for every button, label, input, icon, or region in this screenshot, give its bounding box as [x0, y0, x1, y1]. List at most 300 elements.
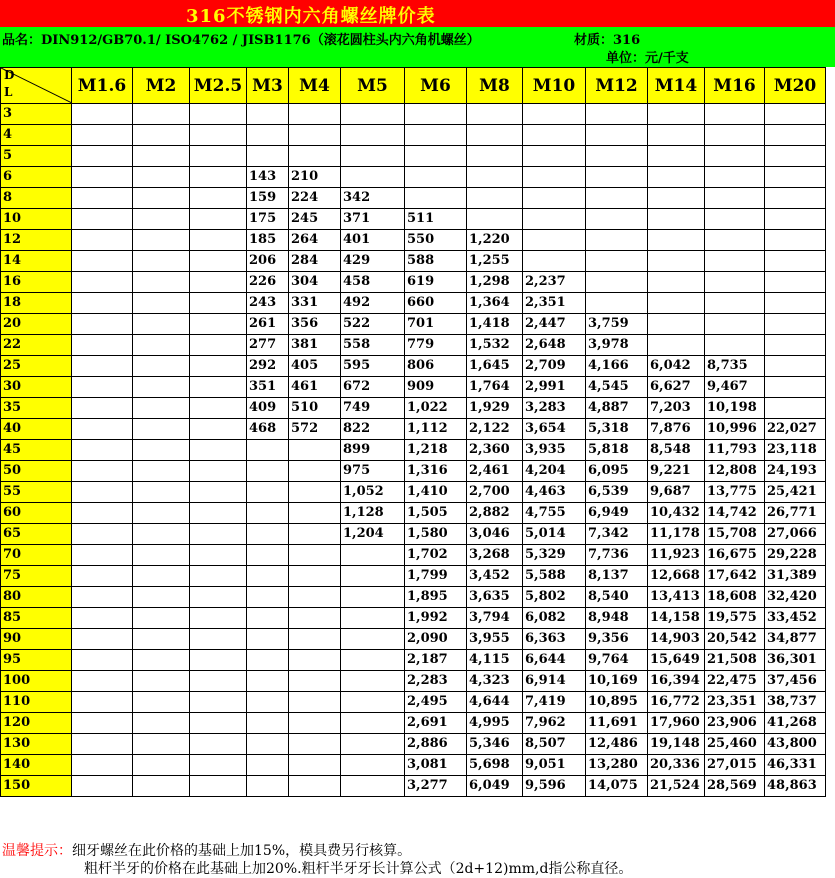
table-row [1, 545, 826, 566]
price-cell [705, 104, 765, 125]
price-cell [586, 125, 648, 146]
price-cell: 5,014 [523, 524, 586, 545]
price-cell: 284 [289, 251, 341, 272]
price-cell: 701 [405, 314, 467, 335]
price-cell [190, 734, 247, 755]
price-cell [190, 251, 247, 272]
price-cell: 27,066 [765, 524, 826, 545]
table-row [1, 398, 826, 419]
price-cell: 522 [341, 314, 405, 335]
price-cell [72, 524, 133, 545]
price-cell [72, 272, 133, 293]
price-cell: 779 [405, 335, 467, 356]
price-cell [190, 356, 247, 377]
price-cell [190, 167, 247, 188]
table-row [1, 125, 826, 146]
price-cell [289, 146, 341, 167]
table-row [1, 587, 826, 608]
table-row [1, 314, 826, 335]
price-cell [133, 545, 190, 566]
price-cell [523, 188, 586, 209]
price-cell: 10,432 [648, 503, 705, 524]
price-cell: 11,923 [648, 545, 705, 566]
length-cell: 25 [1, 356, 72, 377]
price-cell [190, 650, 247, 671]
table-row [1, 104, 826, 125]
price-cell [289, 776, 341, 797]
price-cell: 342 [341, 188, 405, 209]
price-cell [467, 146, 523, 167]
price-cell [648, 314, 705, 335]
table-row [1, 335, 826, 356]
price-cell: 1,220 [467, 230, 523, 251]
price-cell: 6,627 [648, 377, 705, 398]
price-cell: 2,122 [467, 419, 523, 440]
price-cell [72, 314, 133, 335]
price-cell: 6,949 [586, 503, 648, 524]
price-cell: 4,995 [467, 713, 523, 734]
price-cell: 2,709 [523, 356, 586, 377]
price-cell [247, 629, 289, 650]
price-cell [289, 125, 341, 146]
price-cell [133, 251, 190, 272]
price-cell [467, 188, 523, 209]
price-cell [133, 209, 190, 230]
price-cell [133, 650, 190, 671]
price-cell: 23,351 [705, 692, 765, 713]
price-cell: 37,456 [765, 671, 826, 692]
price-cell [247, 755, 289, 776]
price-cell [705, 125, 765, 146]
price-cell [133, 335, 190, 356]
price-cell: 14,158 [648, 608, 705, 629]
price-cell [289, 482, 341, 503]
price-cell [705, 167, 765, 188]
price-cell: 22,027 [765, 419, 826, 440]
price-cell: 245 [289, 209, 341, 230]
length-cell: 150 [1, 776, 72, 797]
price-cell [765, 167, 826, 188]
price-cell [247, 650, 289, 671]
price-cell: 16,394 [648, 671, 705, 692]
material-label: 材质：316 [574, 33, 641, 48]
price-cell [765, 398, 826, 419]
price-cell: 10,895 [586, 692, 648, 713]
price-cell: 1,895 [405, 587, 467, 608]
price-cell [247, 503, 289, 524]
price-cell: 1,204 [341, 524, 405, 545]
price-cell: 468 [247, 419, 289, 440]
price-cell [289, 734, 341, 755]
price-cell [648, 188, 705, 209]
price-cell [133, 734, 190, 755]
length-cell: 6 [1, 167, 72, 188]
price-cell [467, 209, 523, 230]
price-cell: 6,082 [523, 608, 586, 629]
price-cell [705, 188, 765, 209]
price-cell [72, 230, 133, 251]
price-cell [523, 230, 586, 251]
price-cell: 1,418 [467, 314, 523, 335]
price-cell: 2,090 [405, 629, 467, 650]
price-cell [133, 377, 190, 398]
price-cell [72, 146, 133, 167]
table-row [1, 566, 826, 587]
price-cell: 7,736 [586, 545, 648, 566]
price-cell: 4,644 [467, 692, 523, 713]
price-cell: 8,948 [586, 608, 648, 629]
price-cell: 511 [405, 209, 467, 230]
price-cell: 331 [289, 293, 341, 314]
price-cell: 32,420 [765, 587, 826, 608]
price-cell [341, 713, 405, 734]
price-cell [72, 440, 133, 461]
price-cell: 25,460 [705, 734, 765, 755]
price-cell: 33,452 [765, 608, 826, 629]
price-cell [133, 503, 190, 524]
price-cell [341, 734, 405, 755]
price-cell: 10,996 [705, 419, 765, 440]
price-table [0, 67, 826, 797]
length-cell: 40 [1, 419, 72, 440]
price-cell: 277 [247, 335, 289, 356]
length-cell: 80 [1, 587, 72, 608]
price-cell: 3,654 [523, 419, 586, 440]
price-cell [133, 671, 190, 692]
price-cell [72, 671, 133, 692]
price-cell [341, 755, 405, 776]
half-thread-note: 粗杆半牙的价格在此基础上加20%.粗杆半牙牙长计算公式（2d+12)mm,d指公称直径。 [84, 861, 633, 877]
price-cell [133, 293, 190, 314]
length-cell: 18 [1, 293, 72, 314]
price-cell: 18,608 [705, 587, 765, 608]
price-cell: 15,708 [705, 524, 765, 545]
price-cell [190, 671, 247, 692]
price-cell [586, 167, 648, 188]
info-bar [0, 27, 835, 67]
price-cell [72, 251, 133, 272]
price-cell [72, 503, 133, 524]
price-cell: 226 [247, 272, 289, 293]
length-cell: 22 [1, 335, 72, 356]
price-cell: 48,863 [765, 776, 826, 797]
price-cell: 3,635 [467, 587, 523, 608]
price-cell [72, 629, 133, 650]
length-cell: 10 [1, 209, 72, 230]
price-cell [190, 503, 247, 524]
price-cell: 7,876 [648, 419, 705, 440]
table-header-row [1, 68, 826, 104]
length-cell: 140 [1, 755, 72, 776]
price-cell [586, 146, 648, 167]
price-cell: 5,698 [467, 755, 523, 776]
tip-text: 细牙螺丝在此价格的基础上加15%，模具费另行核算。 [72, 843, 412, 859]
price-cell: 5,588 [523, 566, 586, 587]
price-cell: 2,447 [523, 314, 586, 335]
price-cell [190, 629, 247, 650]
price-cell [247, 713, 289, 734]
length-cell: 55 [1, 482, 72, 503]
price-cell: 20,542 [705, 629, 765, 650]
price-cell: 2,700 [467, 482, 523, 503]
price-cell [341, 776, 405, 797]
price-cell [72, 692, 133, 713]
price-cell [72, 377, 133, 398]
price-cell [705, 230, 765, 251]
price-cell [133, 188, 190, 209]
price-cell: 2,882 [467, 503, 523, 524]
price-cell: 5,346 [467, 734, 523, 755]
price-cell: 1,505 [405, 503, 467, 524]
length-cell: 20 [1, 314, 72, 335]
length-cell: 16 [1, 272, 72, 293]
price-cell [705, 314, 765, 335]
price-cell: 7,203 [648, 398, 705, 419]
price-cell: 8,507 [523, 734, 586, 755]
price-cell: 21,524 [648, 776, 705, 797]
price-cell: 36,301 [765, 650, 826, 671]
price-cell: 159 [247, 188, 289, 209]
price-cell: 2,283 [405, 671, 467, 692]
table-row [1, 713, 826, 734]
price-cell: 9,221 [648, 461, 705, 482]
price-cell: 23,906 [705, 713, 765, 734]
price-cell [72, 713, 133, 734]
price-cell: 909 [405, 377, 467, 398]
price-cell: 210 [289, 167, 341, 188]
price-cell: 4,755 [523, 503, 586, 524]
price-cell: 21,508 [705, 650, 765, 671]
price-cell: 27,015 [705, 755, 765, 776]
column-header: M5 [341, 68, 405, 104]
price-cell: 41,268 [765, 713, 826, 734]
price-cell [765, 314, 826, 335]
price-cell: 10,169 [586, 671, 648, 692]
price-cell [247, 461, 289, 482]
price-cell: 4,204 [523, 461, 586, 482]
price-cell: 3,978 [586, 335, 648, 356]
price-cell: 1,112 [405, 419, 467, 440]
price-cell [133, 272, 190, 293]
column-header: M1.6 [72, 68, 133, 104]
price-cell [72, 125, 133, 146]
price-cell: 24,193 [765, 461, 826, 482]
price-cell: 975 [341, 461, 405, 482]
price-cell [765, 251, 826, 272]
price-cell [190, 440, 247, 461]
price-cell [765, 377, 826, 398]
price-cell: 550 [405, 230, 467, 251]
price-cell [133, 713, 190, 734]
price-cell: 3,935 [523, 440, 586, 461]
price-cell: 185 [247, 230, 289, 251]
price-cell [190, 104, 247, 125]
price-cell: 17,642 [705, 566, 765, 587]
price-cell [341, 146, 405, 167]
column-header: M6 [405, 68, 467, 104]
price-cell: 8,540 [586, 587, 648, 608]
length-cell: 45 [1, 440, 72, 461]
price-cell: 22,475 [705, 671, 765, 692]
price-cell: 19,148 [648, 734, 705, 755]
price-cell: 9,467 [705, 377, 765, 398]
price-cell [190, 230, 247, 251]
price-cell [648, 335, 705, 356]
price-cell: 405 [289, 356, 341, 377]
unit-label: 单位：元/千支 [606, 51, 689, 66]
price-cell [341, 671, 405, 692]
price-cell: 6,539 [586, 482, 648, 503]
price-cell [765, 356, 826, 377]
price-cell [586, 293, 648, 314]
price-cell: 1,218 [405, 440, 467, 461]
price-cell [72, 461, 133, 482]
price-cell [289, 650, 341, 671]
price-cell: 15,649 [648, 650, 705, 671]
price-cell: 9,764 [586, 650, 648, 671]
price-cell: 5,329 [523, 545, 586, 566]
price-cell [72, 566, 133, 587]
price-cell [405, 188, 467, 209]
price-cell [190, 566, 247, 587]
price-cell [247, 104, 289, 125]
length-cell: 85 [1, 608, 72, 629]
price-cell: 371 [341, 209, 405, 230]
price-cell: 3,081 [405, 755, 467, 776]
price-cell [523, 167, 586, 188]
price-cell: 14,742 [705, 503, 765, 524]
price-cell [467, 167, 523, 188]
table-row [1, 167, 826, 188]
price-cell [648, 167, 705, 188]
price-cell: 38,737 [765, 692, 826, 713]
price-cell: 660 [405, 293, 467, 314]
price-cell: 6,095 [586, 461, 648, 482]
length-cell: 95 [1, 650, 72, 671]
price-cell: 1,052 [341, 482, 405, 503]
price-cell [289, 713, 341, 734]
price-cell [133, 629, 190, 650]
price-cell: 8,735 [705, 356, 765, 377]
price-cell [72, 167, 133, 188]
price-cell: 11,178 [648, 524, 705, 545]
price-cell: 351 [247, 377, 289, 398]
price-cell: 28,569 [705, 776, 765, 797]
price-cell: 5,802 [523, 587, 586, 608]
price-cell: 12,668 [648, 566, 705, 587]
title-bar [0, 0, 835, 27]
price-cell: 7,419 [523, 692, 586, 713]
price-cell [247, 734, 289, 755]
price-cell: 12,486 [586, 734, 648, 755]
column-header: M8 [467, 68, 523, 104]
price-cell: 2,351 [523, 293, 586, 314]
table-row [1, 146, 826, 167]
length-cell: 12 [1, 230, 72, 251]
price-cell: 10,198 [705, 398, 765, 419]
length-cell: 90 [1, 629, 72, 650]
price-cell: 3,046 [467, 524, 523, 545]
price-cell: 11,691 [586, 713, 648, 734]
price-cell: 558 [341, 335, 405, 356]
price-cell [72, 734, 133, 755]
price-cell: 13,775 [705, 482, 765, 503]
price-cell: 9,356 [586, 629, 648, 650]
table-row [1, 293, 826, 314]
table-row [1, 251, 826, 272]
price-cell: 23,118 [765, 440, 826, 461]
price-cell [72, 398, 133, 419]
price-cell [648, 293, 705, 314]
price-cell [190, 545, 247, 566]
footer-notes [0, 838, 835, 878]
corner-diameter-label: D [4, 68, 15, 82]
corner-length-label: L [4, 85, 13, 99]
price-cell: 8,548 [648, 440, 705, 461]
price-cell: 588 [405, 251, 467, 272]
price-cell [289, 587, 341, 608]
length-cell: 4 [1, 125, 72, 146]
price-cell [190, 608, 247, 629]
price-cell [190, 419, 247, 440]
price-cell: 206 [247, 251, 289, 272]
price-cell: 43,800 [765, 734, 826, 755]
price-cell: 2,360 [467, 440, 523, 461]
table-row [1, 692, 826, 713]
price-cell: 16,675 [705, 545, 765, 566]
price-cell: 409 [247, 398, 289, 419]
price-cell: 261 [247, 314, 289, 335]
price-cell: 1,764 [467, 377, 523, 398]
column-header: M14 [648, 68, 705, 104]
price-cell: 20,336 [648, 755, 705, 776]
price-cell [648, 251, 705, 272]
table-row [1, 377, 826, 398]
price-cell: 5,318 [586, 419, 648, 440]
price-cell: 749 [341, 398, 405, 419]
price-cell: 6,644 [523, 650, 586, 671]
table-row [1, 776, 826, 797]
price-cell: 899 [341, 440, 405, 461]
price-cell: 175 [247, 209, 289, 230]
price-cell [765, 209, 826, 230]
table-row [1, 524, 826, 545]
table-row [1, 650, 826, 671]
price-cell [341, 545, 405, 566]
table-row [1, 755, 826, 776]
price-cell [247, 524, 289, 545]
length-cell: 8 [1, 188, 72, 209]
price-cell [72, 608, 133, 629]
price-cell [247, 587, 289, 608]
length-cell: 65 [1, 524, 72, 545]
price-cell: 1,580 [405, 524, 467, 545]
price-cell [765, 272, 826, 293]
price-cell [190, 755, 247, 776]
price-cell: 4,545 [586, 377, 648, 398]
price-cell [586, 188, 648, 209]
price-cell [190, 146, 247, 167]
price-cell: 1,022 [405, 398, 467, 419]
price-cell [765, 104, 826, 125]
price-cell [648, 209, 705, 230]
price-cell [467, 104, 523, 125]
price-cell [341, 692, 405, 713]
price-cell [190, 293, 247, 314]
price-cell [72, 188, 133, 209]
price-cell [289, 461, 341, 482]
price-cell [72, 650, 133, 671]
